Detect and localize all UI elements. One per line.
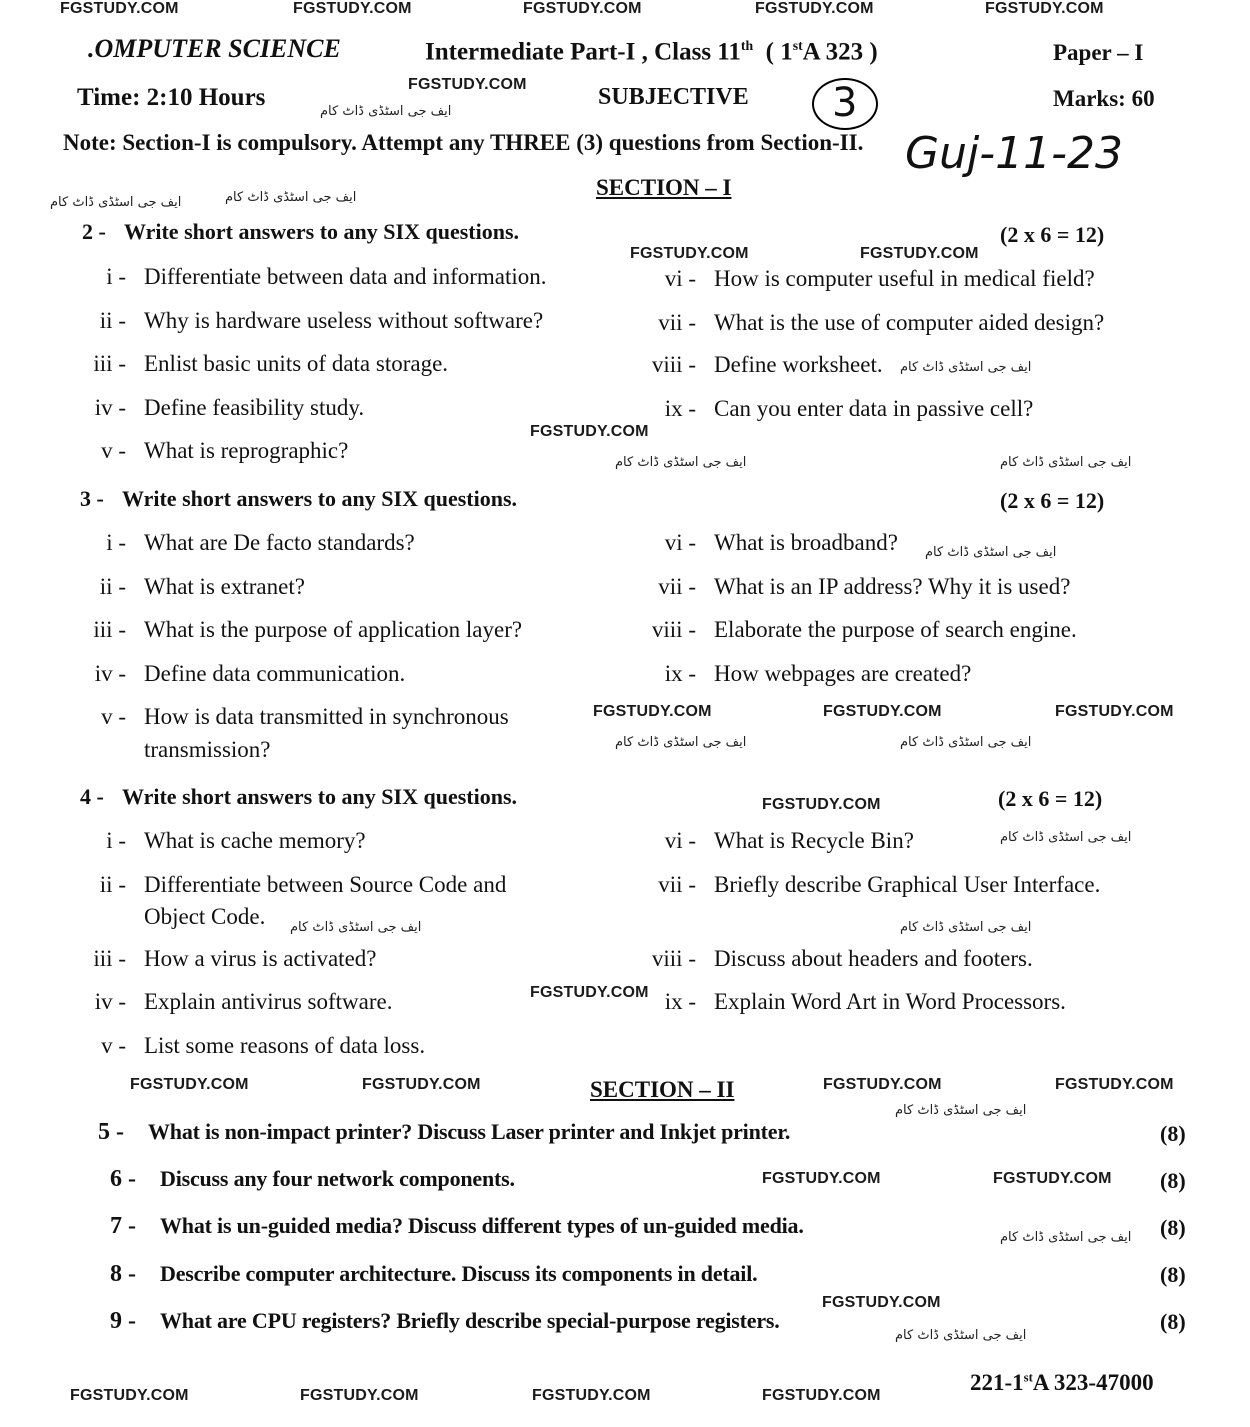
watermark-text: FGSTUDY.COM xyxy=(1055,1076,1174,1093)
watermark-text: FGSTUDY.COM xyxy=(762,1387,881,1404)
long-question: 7 - What is un-guided media? Discuss different types of un-guided media. xyxy=(110,1213,804,1239)
paper-number: Paper – I xyxy=(1053,40,1144,65)
urdu-watermark: ایف جی اسٹڈی ڈاٹ کام xyxy=(900,360,1032,375)
urdu-watermark: ایف جی اسٹڈی ڈاٹ کام xyxy=(1000,830,1132,845)
paper-type: SUBJECTIVE xyxy=(598,84,749,110)
urdu-watermark: ایف جی اسٹڈی ڈاٹ کام xyxy=(900,735,1032,750)
watermark-text: FGSTUDY.COM xyxy=(822,1294,941,1311)
question-instruction: Write short answers to any SIX questions. xyxy=(122,486,518,511)
question-instruction: Write short answers to any SIX questions. xyxy=(124,219,520,244)
watermark-text: FGSTUDY.COM xyxy=(860,245,979,262)
long-question: 8 - Describe computer architecture. Discuss its components in detail. xyxy=(110,1261,758,1287)
paper-code: 221-1stA 323-47000 xyxy=(970,1370,1154,1395)
watermark-text: FGSTUDY.COM xyxy=(755,0,874,17)
long-question: 9 - What are CPU registers? Briefly describe special-purpose registers. xyxy=(110,1308,780,1334)
short-question: ix - Explain Word Art in Word Processors. xyxy=(664,989,1066,1014)
short-question: viii - Elaborate the purpose of search engine. xyxy=(651,617,1077,642)
total-marks: Marks: 60 xyxy=(1053,86,1155,111)
short-question: v - List some reasons of data loss. xyxy=(101,1033,426,1058)
question-number: 3 - xyxy=(80,486,104,511)
long-question-marks: (8) xyxy=(1160,1168,1186,1193)
long-question-marks: (8) xyxy=(1160,1309,1186,1334)
urdu-watermark: ایف جی اسٹڈی ڈاٹ کام xyxy=(615,735,747,750)
short-question: i - Differentiate between data and information. xyxy=(106,264,547,289)
urdu-watermark: ایف جی اسٹڈی ڈاٹ کام xyxy=(615,455,747,470)
urdu-watermark: ایف جی اسٹڈی ڈاٹ کام xyxy=(895,1328,1027,1343)
long-question: 6 - Discuss any four network components. xyxy=(110,1166,515,1192)
watermark-text: FGSTUDY.COM xyxy=(408,76,527,93)
short-question-continuation: transmission? xyxy=(144,737,271,762)
watermark-text: FGSTUDY.COM xyxy=(823,703,942,720)
short-question: iv - Define feasibility study. xyxy=(94,395,365,420)
watermark-text: FGSTUDY.COM xyxy=(362,1076,481,1093)
long-question-marks: (8) xyxy=(1160,1121,1186,1146)
watermark-text: FGSTUDY.COM xyxy=(60,0,179,17)
watermark-text: FGSTUDY.COM xyxy=(823,1076,942,1093)
short-question: iv - Define data communication. xyxy=(94,661,406,686)
short-question: vii - What is an IP address? Why it is used? xyxy=(658,574,1071,599)
time-allowed: Time: 2:10 Hours xyxy=(77,84,266,111)
long-question-marks: (8) xyxy=(1160,1215,1186,1240)
short-question: v - What is reprographic? xyxy=(101,438,349,463)
short-question: ii - Why is hardware useless without software? xyxy=(99,308,544,333)
urdu-watermark: ایف جی اسٹڈی ڈاٹ کام xyxy=(50,195,182,210)
question-instruction: Write short answers to any SIX questions. xyxy=(122,784,518,809)
watermark-text: FGSTUDY.COM xyxy=(593,703,712,720)
watermark-text: FGSTUDY.COM xyxy=(985,0,1104,17)
short-question: i - What are De facto standards? xyxy=(106,530,415,555)
short-question: ii - What is extranet? xyxy=(99,574,305,599)
question-number: 4 - xyxy=(80,784,104,809)
handwritten-tag: Guj-11-23 xyxy=(905,128,1123,179)
urdu-watermark: ایف جی اسٹڈی ڈاٹ کام xyxy=(925,545,1057,560)
watermark-text: FGSTUDY.COM xyxy=(293,0,412,17)
urdu-watermark: ایف جی اسٹڈی ڈاٹ کام xyxy=(900,920,1032,935)
watermark-text: FGSTUDY.COM xyxy=(630,245,749,262)
short-question: vii - Briefly describe Graphical User Interface. xyxy=(658,872,1101,897)
watermark-text: FGSTUDY.COM xyxy=(762,1170,881,1187)
short-question: iii - Enlist basic units of data storage. xyxy=(93,351,449,376)
short-question-continuation: Object Code. xyxy=(144,904,266,929)
urdu-watermark: ایف جی اسٹڈی ڈاٹ کام xyxy=(1000,1230,1132,1245)
watermark-text: FGSTUDY.COM xyxy=(530,984,649,1001)
watermark-text: FGSTUDY.COM xyxy=(523,0,642,17)
long-question-marks: (8) xyxy=(1160,1262,1186,1287)
short-question: ix - How webpages are created? xyxy=(664,661,972,686)
watermark-text: FGSTUDY.COM xyxy=(530,423,649,440)
urdu-watermark: ایف جی اسٹڈی ڈاٹ کام xyxy=(225,190,357,205)
urdu-watermark: ایف جی اسٹڈی ڈاٹ کام xyxy=(1000,455,1132,470)
watermark-text: FGSTUDY.COM xyxy=(1055,703,1174,720)
short-question: vi - What is broadband? xyxy=(664,530,898,555)
subject-title: .OMPUTER SCIENCE xyxy=(88,34,341,63)
short-question: vii - What is the use of computer aided design? xyxy=(658,310,1105,335)
watermark-text: FGSTUDY.COM xyxy=(762,796,881,813)
class-info: Intermediate Part-I , Class 11th ( 1stA 323 ) xyxy=(425,38,878,66)
question-number: 2 - xyxy=(82,219,106,244)
watermark-text: FGSTUDY.COM xyxy=(130,1076,249,1093)
short-question: v - How is data transmitted in synchronous xyxy=(101,704,509,729)
watermark-text: FGSTUDY.COM xyxy=(70,1387,189,1404)
short-question: iii - What is the purpose of application layer? xyxy=(93,617,523,642)
urdu-watermark: ایف جی اسٹڈی ڈاٹ کام xyxy=(290,920,422,935)
short-question: viii - Define worksheet. xyxy=(651,352,883,377)
section-2-title: SECTION – II xyxy=(590,1077,735,1102)
short-question: iii - How a virus is activated? xyxy=(93,946,377,971)
short-question: viii - Discuss about headers and footers. xyxy=(651,946,1033,971)
instructions-note: Note: Section-I is compulsory. Attempt any THREE (3) questions from Section-II. xyxy=(63,130,864,155)
short-question: i - What is cache memory? xyxy=(106,828,366,853)
urdu-watermark: ایف جی اسٹڈی ڈاٹ کام xyxy=(320,104,452,119)
short-question: ii - Differentiate between Source Code and xyxy=(99,872,507,897)
group-circle xyxy=(812,78,878,130)
short-question: vi - How is computer useful in medical field? xyxy=(664,266,1095,291)
question-marks: (2 x 6 = 12) xyxy=(1000,222,1105,247)
question-marks: (2 x 6 = 12) xyxy=(1000,488,1105,513)
urdu-watermark: ایف جی اسٹڈی ڈاٹ کام xyxy=(895,1103,1027,1118)
watermark-text: FGSTUDY.COM xyxy=(532,1387,651,1404)
short-question: iv - Explain antivirus software. xyxy=(94,989,393,1014)
short-question: ix - Can you enter data in passive cell? xyxy=(664,396,1034,421)
short-question: vi - What is Recycle Bin? xyxy=(664,828,914,853)
question-marks: (2 x 6 = 12) xyxy=(998,786,1103,811)
group-number: 3 xyxy=(832,80,858,126)
watermark-text: FGSTUDY.COM xyxy=(993,1170,1112,1187)
long-question: 5 - What is non-impact printer? Discuss Laser printer and Inkjet printer. xyxy=(98,1119,791,1145)
section-1-title: SECTION – I xyxy=(596,175,732,200)
watermark-text: FGSTUDY.COM xyxy=(300,1387,419,1404)
